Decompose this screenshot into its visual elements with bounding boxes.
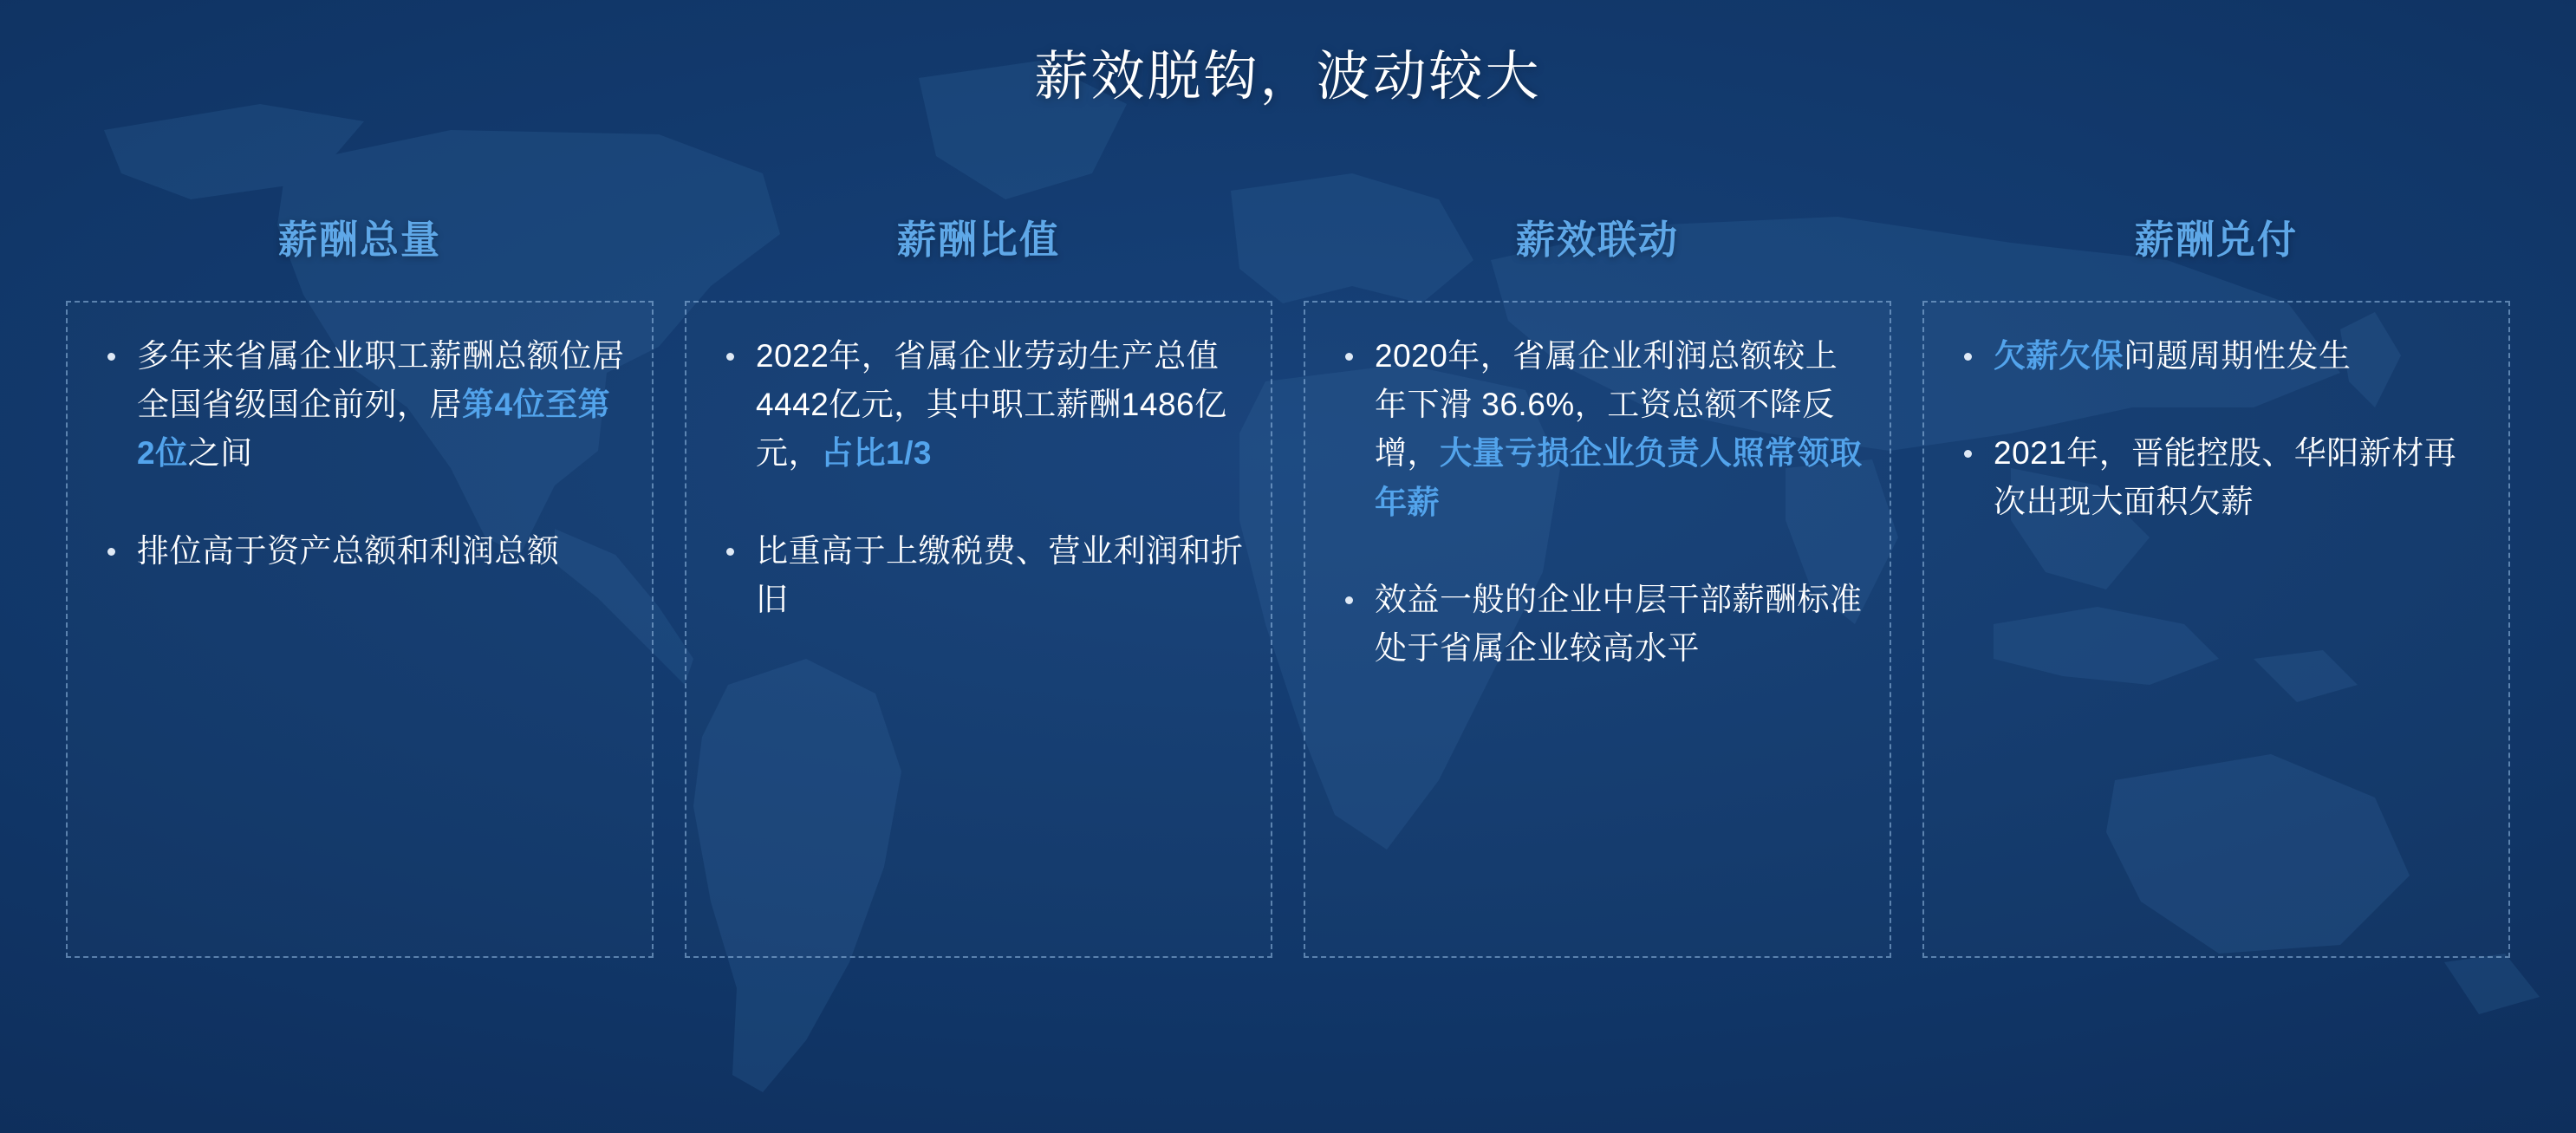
column-heading-3: 薪效联动 <box>1515 218 1679 262</box>
bullet-list-3 <box>1326 332 1864 673</box>
column-heading-2: 薪酬比值 <box>896 218 1060 262</box>
columns-container <box>66 208 2510 958</box>
bullet-text: 2022年，省属企业劳动生产总值 4442亿元，其中职工薪酬1486亿元， <box>756 338 1227 472</box>
column-1 <box>66 208 654 958</box>
column-heading-4: 薪酬兑付 <box>2134 218 2298 262</box>
bullet-highlight: 第4位至第2位 <box>137 387 611 472</box>
bullet-highlight: 占比1/3 <box>821 435 932 472</box>
bullet-text: 效益一般的企业中层干部薪酬标准处于省属企业较高水平 <box>1375 581 1863 667</box>
list-item <box>1945 429 2482 526</box>
list-item <box>1326 576 1864 673</box>
list-item <box>1326 332 1864 527</box>
bullet-list-2 <box>707 332 1245 624</box>
column-4 <box>1922 208 2510 958</box>
list-item <box>707 332 1245 479</box>
bullet-text: 2020年，省属企业利润总额较上年下滑 36.6%，工资总额不降反增， <box>1375 338 1838 472</box>
page-title: 薪效脱钩，波动较大 <box>1034 47 1542 107</box>
bullet-highlight: 大量亏损企业负责人照常领取年薪 <box>1375 435 1863 520</box>
list-item <box>707 527 1245 624</box>
list-item <box>1945 332 2482 381</box>
column-box-4 <box>1922 301 2510 958</box>
bullet-highlight: 欠薪欠保 <box>1994 338 2124 374</box>
column-box-2 <box>685 301 1272 958</box>
list-item <box>88 527 626 576</box>
bullet-list-4 <box>1945 332 2482 527</box>
column-2 <box>685 208 1272 958</box>
column-3 <box>1304 208 1891 958</box>
bullet-text: 比重高于上缴税费、营业利润和折旧 <box>756 532 1244 617</box>
column-box-1 <box>66 301 654 958</box>
list-item <box>88 332 626 479</box>
bullet-text: 排位高于资产总额和利润总额 <box>137 532 560 569</box>
bullet-list-1 <box>88 332 626 576</box>
column-box-3 <box>1304 301 1891 958</box>
bullet-text: 问题周期性发生 <box>2124 338 2352 374</box>
column-heading-1: 薪酬总量 <box>277 218 441 262</box>
bullet-text: 多年来省属企业职工薪酬总额位居全国省级国企前列，居 <box>137 338 625 423</box>
bullet-text: 之间 <box>187 435 253 472</box>
bullet-text: 2021年，晋能控股、华阳新材再次出现大面积欠薪 <box>1994 435 2457 520</box>
